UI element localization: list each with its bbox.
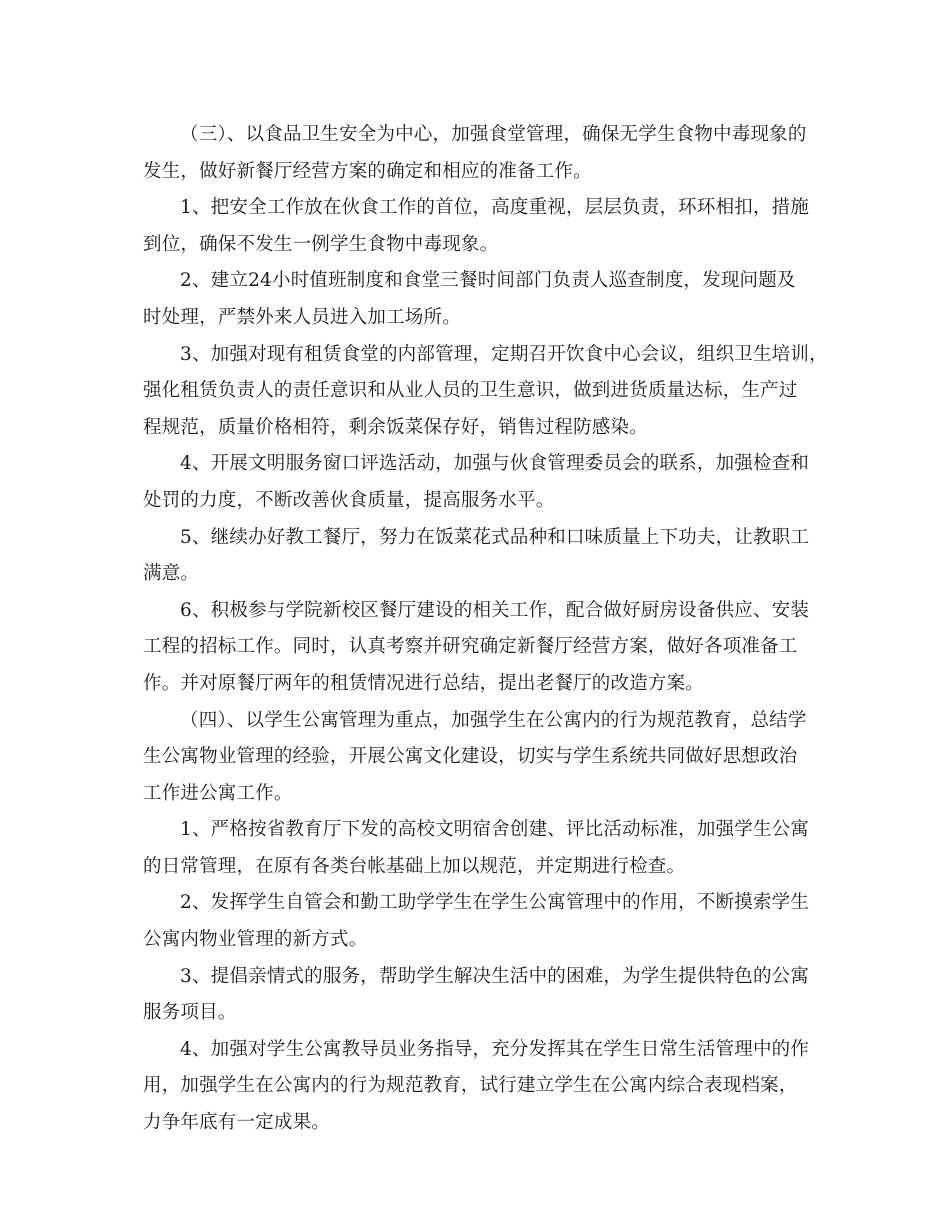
- section-heading-4: （四）、以学生公寓管理为重点，加强学生在公寓内的行为规范教育，总结学: [180, 709, 807, 731]
- paragraph-line: 公寓内物业管理的新方式。: [143, 929, 368, 951]
- paragraph-line: 程规范，质量价格相符，剩余饭菜保存好，销售过程防感染。: [143, 416, 648, 438]
- paragraph-line: 工作进公寓工作。: [143, 782, 293, 804]
- document-body: [143, 117, 828, 1142]
- paragraph-line: 服务项目。: [143, 1002, 237, 1024]
- paragraph-line: 的日常管理，在原有各类台帐基础上加以规范，并定期进行检查。: [143, 855, 686, 877]
- paragraph-line: 处罚的力度，不断改善伙食质量，提高服务水平。: [143, 489, 555, 511]
- section-heading-3: （三）、以食品卫生安全为中心，加强食堂管理，确保无学生食物中毒现象的: [180, 124, 807, 145]
- paragraph-line: 用，加强学生在公寓内的行为规范教育，试行建立学生在公寓内综合表现档案，: [143, 1075, 798, 1097]
- paragraph-line: 时处理，严禁外来人员进入加工场所。: [143, 306, 461, 328]
- paragraph-line: 到位，确保不发生一例学生食物中毒现象。: [143, 233, 499, 255]
- paragraph-line: 作。并对原餐厅两年的租赁情况进行总结，提出老餐厅的改造方案。: [143, 672, 705, 694]
- paragraph-line: 1、严格按省教育厅下发的高校文明宿舍创建、评比活动标准，加强学生公寓: [180, 819, 810, 841]
- paragraph-line: 生公寓物业管理的经验，开展公寓文化建设，切实与学生系统共同做好思想政治: [143, 746, 798, 768]
- paragraph-line: 3、提倡亲情式的服务，帮助学生解决生活中的困难，为学生提供特色的公寓: [180, 965, 810, 987]
- paragraph-line: 4、开展文明服务窗口评选活动，加强与伙食管理委员会的联系，加强检查和: [180, 453, 810, 475]
- paragraph-line: 2、发挥学生自管会和勤工助学学生在学生公寓管理中的作用，不断摸索学生: [180, 892, 810, 914]
- paragraph-line: 发生，做好新餐厅经营方案的确定和相应的准备工作。: [143, 160, 592, 182]
- paragraph-line: 力争年底有一定成果。: [143, 1112, 331, 1134]
- paragraph-line: 2、建立24小时值班制度和食堂三餐时间部门负责人巡查制度，发现问题及: [180, 270, 796, 292]
- paragraph-line: 满意。: [143, 563, 200, 585]
- paragraph-line: 3、加强对现有租赁食堂的内部管理，定期召开饮食中心会议，组织卫生培训，: [180, 343, 828, 365]
- paragraph-line: 6、积极参与学院新校区餐厅建设的相关工作，配合做好厨房设备供应、安装: [180, 599, 810, 621]
- paragraph-line: 强化租赁负责人的责任意识和从业人员的卫生意识，做到进货质量达标，生产过: [143, 380, 798, 402]
- paragraph-line: 工程的招标工作。同时，认真考察并研究确定新餐厅经营方案，做好各项准备工: [143, 636, 798, 658]
- paragraph-line: 5、继续办好教工餐厅，努力在饭菜花式品种和口味质量上下功夫，让教职工: [180, 526, 810, 548]
- paragraph-line: 4、加强对学生公寓教导员业务指导，充分发挥其在学生日常生活管理中的作: [180, 1038, 810, 1060]
- paragraph-line: 1、把安全工作放在伙食工作的首位，高度重视，层层负责，环环相扣，措施: [180, 197, 810, 219]
